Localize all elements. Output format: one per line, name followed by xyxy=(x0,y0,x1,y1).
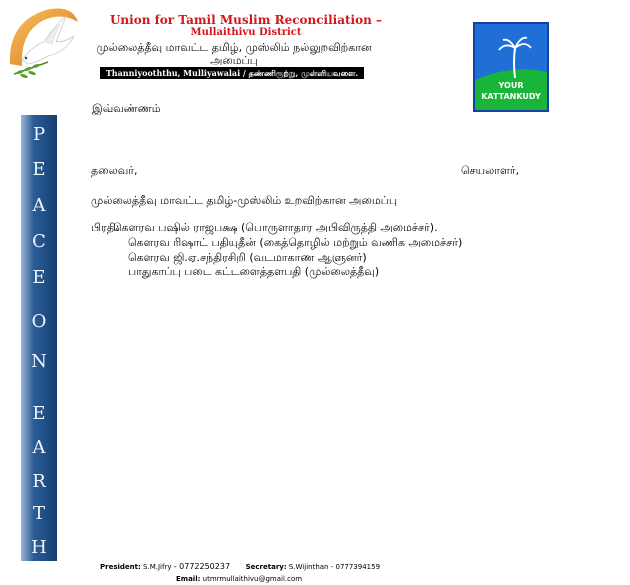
email-label: Email: xyxy=(176,575,201,583)
banner-letter: R xyxy=(32,471,46,492)
copy-recipient: பாதுகாப்பு படை கட்டளைத்தளபதி (முல்லைத்தீவு) xyxy=(128,265,380,278)
banner-letter: A xyxy=(32,195,46,216)
secretary-signature-label: செயலாளர், xyxy=(461,164,520,177)
banner-letter: E xyxy=(32,159,46,180)
logo-caption-line2: KATTANKUDY xyxy=(481,92,541,101)
copy-recipient: கௌரவ ஜி.ஏ.சந்திரசிறி (வடமாகாண ஆளுனர்) xyxy=(128,251,367,264)
banner-letter: E xyxy=(32,403,46,424)
banner-letter: E xyxy=(32,267,46,288)
copy-to-label: பிரதி: xyxy=(91,221,120,234)
banner-letter: A xyxy=(32,437,46,458)
banner-letter: N xyxy=(31,351,47,372)
president-label: President: xyxy=(100,563,141,571)
peace-on-earth-banner xyxy=(21,115,57,561)
org-title-tamil: முல்லைத்தீவு மாவட்ட தமிழ், முஸ்லிம் நல்லுறவிற்கான அமைப்பு xyxy=(96,41,372,67)
banner-letter: H xyxy=(31,537,47,558)
org-title-english: Union for Tamil Muslim Reconciliation – xyxy=(109,13,383,27)
footer-contacts xyxy=(100,561,380,573)
logo-caption xyxy=(475,80,547,102)
secretary-label: Secretary: xyxy=(245,563,287,571)
secretary-phone: - 0777394159 xyxy=(330,563,381,571)
president-phone: - 0772250237 xyxy=(173,562,231,571)
email-address[interactable]: utmrmullaithivu@gmail.com xyxy=(202,575,303,583)
president-signature-label: தலைவர், xyxy=(91,164,138,177)
banner-letter: O xyxy=(31,311,47,332)
organisation-name: முல்லைத்தீவு மாவட்ட தமிழ்-முஸ்லிம் உறவிற்கான அமைப்பு xyxy=(91,194,398,207)
banner-letter: P xyxy=(32,124,46,145)
copy-recipient: கௌரவ பஷில் ராஜபக்ஷ (பொருளாதார அபிவிருத்தி அமைச்சர்). xyxy=(113,221,438,234)
logo-caption-line1: YOUR xyxy=(498,81,524,90)
banner-letter: T xyxy=(32,503,45,524)
letter-body: இவ்வண்ணம் xyxy=(92,102,161,115)
copy-recipient: கௌரவ ரிஷாட் பதியுதீன் (கைத்தொழில் மற்றும் வணிக அமைச்சர்) xyxy=(128,236,463,249)
banner-letter: C xyxy=(32,231,46,252)
org-district: Mullaithivu District xyxy=(190,27,302,38)
president-name: S.M.Jifry xyxy=(143,563,172,571)
secretary-name: S.Wijinthan xyxy=(288,563,329,571)
dove-peace-logo xyxy=(2,2,82,88)
address-bar: Thanniyooththu, Mulliyawalai / தண்ணிரூற்று, முள்ளியவளை. xyxy=(100,67,364,79)
footer-email xyxy=(176,574,302,584)
